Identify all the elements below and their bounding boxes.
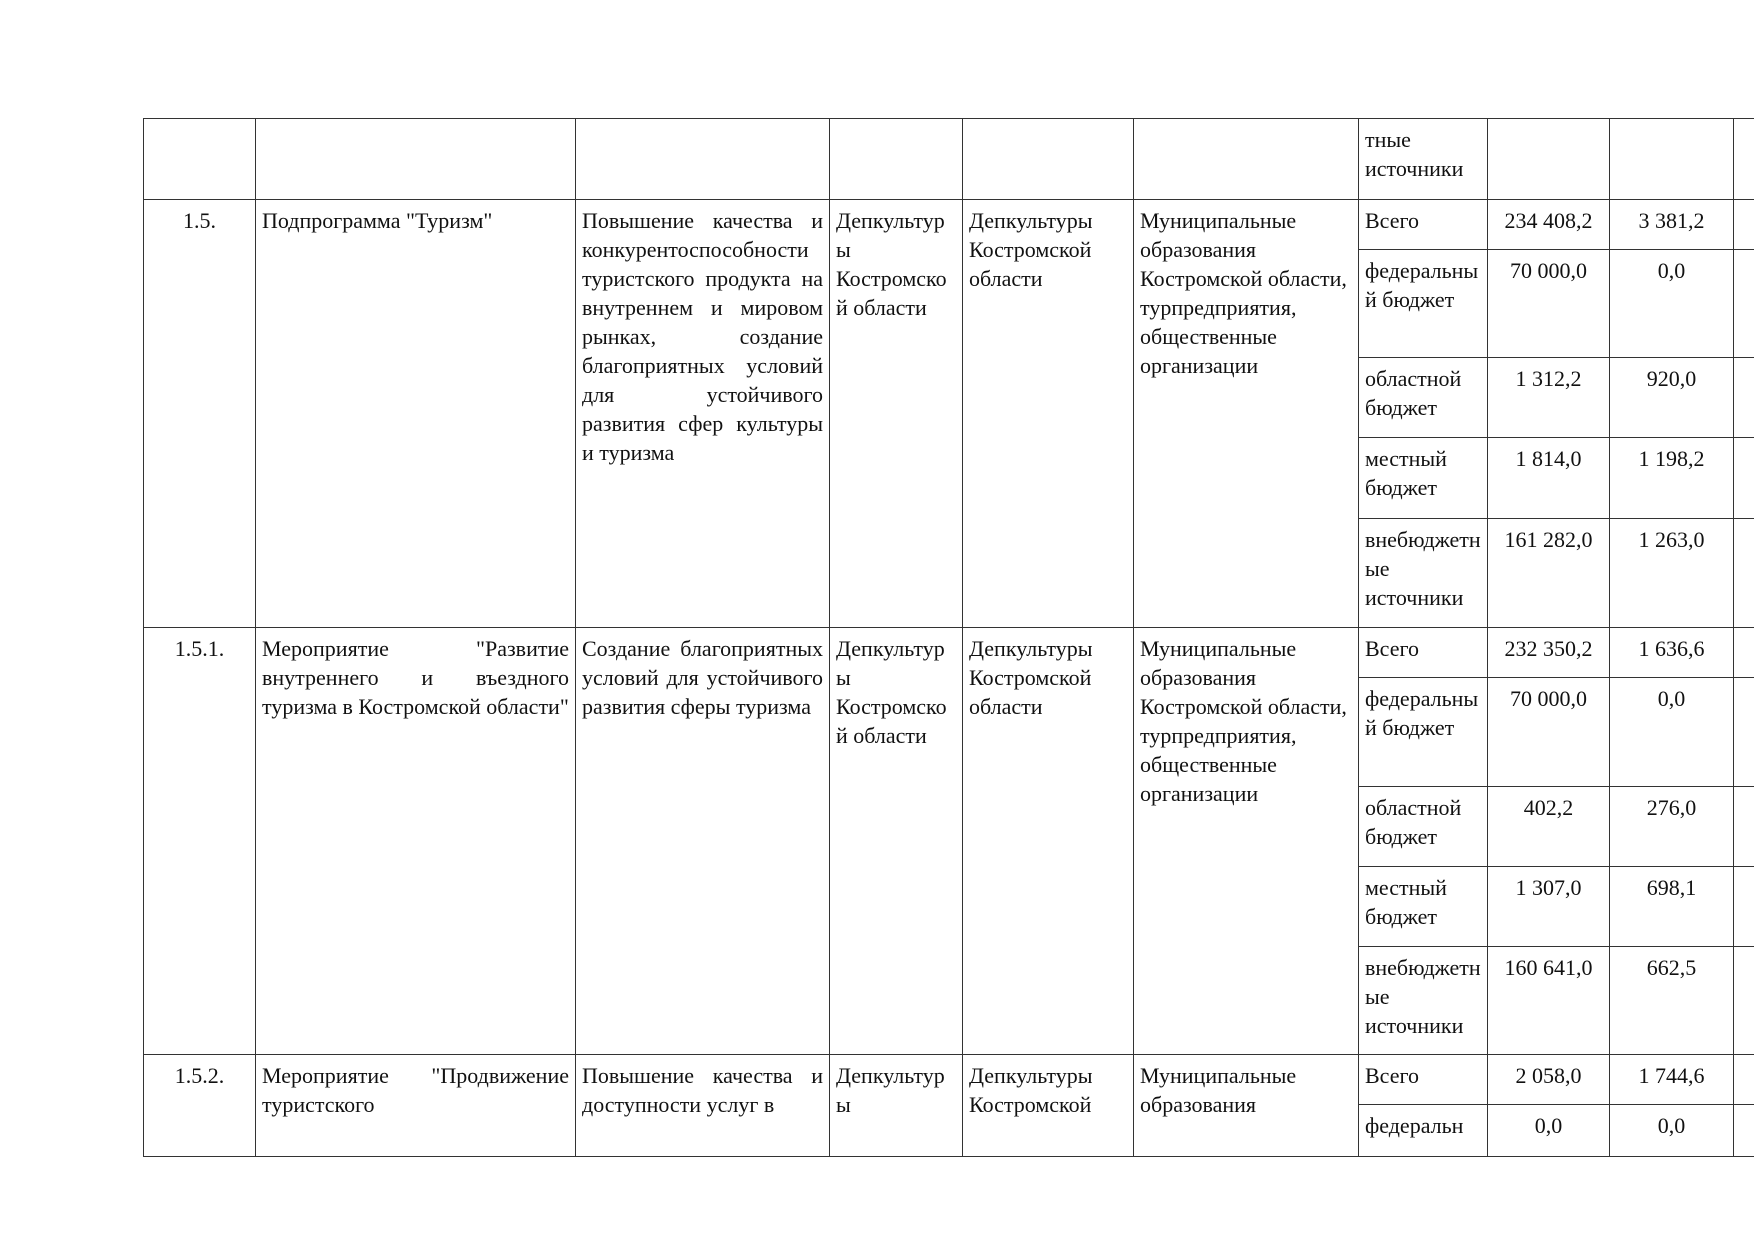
funding-total-cell: 232 350,2	[1488, 628, 1610, 678]
funding-source-cell: внебюджетные источники	[1359, 947, 1488, 1055]
table-row	[144, 628, 1754, 678]
funding-source-cell: внебюджетные источники	[1359, 519, 1488, 628]
funding-year-cell: 0,0	[1610, 1105, 1734, 1157]
source-cell: тные источники	[1359, 119, 1488, 200]
funding-source-cell: Всего	[1359, 628, 1488, 678]
funding-total-cell: 234 408,2	[1488, 200, 1610, 250]
funding-source-cell: федеральный бюджет	[1359, 678, 1488, 787]
table-row	[144, 119, 1754, 200]
funding-total-cell: 402,2	[1488, 787, 1610, 867]
funding-source-cell: местный бюджет	[1359, 867, 1488, 947]
funding-source-cell: областной бюджет	[1359, 358, 1488, 438]
funding-year-cell: 1 263,0	[1610, 519, 1734, 628]
item-name-cell: Подпрограмма "Туризм"	[256, 200, 576, 628]
item-goal-cell: Повышение качества и доступности услуг в	[576, 1055, 830, 1157]
funding-total-cell: 1 307,0	[1488, 867, 1610, 947]
funding-source-cell: местный бюджет	[1359, 438, 1488, 519]
funding-total-cell: 2 058,0	[1488, 1055, 1610, 1105]
funding-table	[143, 118, 1754, 1157]
funding-total-cell: 0,0	[1488, 1105, 1610, 1157]
funding-year-cell: 1 636,6	[1610, 628, 1734, 678]
empty-cell	[1734, 1105, 1754, 1157]
empty-cell	[1734, 787, 1754, 867]
funding-total-cell: 160 641,0	[1488, 947, 1610, 1055]
funding-total-cell: 1 814,0	[1488, 438, 1610, 519]
funding-source-cell: Всего	[1359, 200, 1488, 250]
table-row	[144, 1055, 1754, 1105]
funding-year-cell: 3 381,2	[1610, 200, 1734, 250]
funding-source-cell: федеральный бюджет	[1359, 250, 1488, 358]
funding-source-cell: федеральн	[1359, 1105, 1488, 1157]
funding-source-cell: областной бюджет	[1359, 787, 1488, 867]
empty-cell	[1734, 628, 1754, 678]
funding-year-cell: 276,0	[1610, 787, 1734, 867]
funding-year-cell: 0,0	[1610, 250, 1734, 358]
funding-total-cell: 1 312,2	[1488, 358, 1610, 438]
empty-cell	[1734, 358, 1754, 438]
funding-total-cell: 70 000,0	[1488, 678, 1610, 787]
item-name-cell: Мероприятие "Продвижение туристского	[256, 1055, 576, 1157]
executor-cell: Депкультуры Костромской области	[830, 628, 963, 1055]
participants-cell: Муниципальные образования	[1134, 1055, 1359, 1157]
participants-cell: Муниципальные образования Костромской области, турпредприятия, общественные организации	[1134, 200, 1359, 628]
funding-year-cell: 662,5	[1610, 947, 1734, 1055]
funding-total-cell: 70 000,0	[1488, 250, 1610, 358]
funding-source-cell: Всего	[1359, 1055, 1488, 1105]
item-name-cell: Мероприятие "Развитие внутреннего и въездного туризма в Костромской области"	[256, 628, 576, 1055]
coexecutor-cell: Депкультуры Костромской области	[963, 628, 1134, 1055]
funding-year-cell: 920,0	[1610, 358, 1734, 438]
executor-cell: Депкультуры Костромской области	[830, 200, 963, 628]
empty-cell	[1734, 1055, 1754, 1105]
table-row	[144, 200, 1754, 250]
empty-cell	[1734, 519, 1754, 628]
empty-cell	[1734, 200, 1754, 250]
funding-year-cell: 1 744,6	[1610, 1055, 1734, 1105]
empty-cell	[1734, 867, 1754, 947]
funding-year-cell: 1 198,2	[1610, 438, 1734, 519]
empty-cell	[1734, 250, 1754, 358]
empty-cell	[1734, 678, 1754, 787]
coexecutor-cell: Депкультуры Костромской области	[963, 200, 1134, 628]
empty-cell	[1734, 947, 1754, 1055]
row-number-cell: 1.5.	[144, 200, 256, 628]
funding-year-cell: 0,0	[1610, 678, 1734, 787]
coexecutor-cell: Депкультуры Костромской	[963, 1055, 1134, 1157]
participants-cell: Муниципальные образования Костромской области, турпредприятия, общественные организации	[1134, 628, 1359, 1055]
row-number-cell: 1.5.2.	[144, 1055, 256, 1157]
item-goal-cell: Создание благоприятных условий для устойчивого развития сферы туризма	[576, 628, 830, 1055]
item-goal-cell: Повышение качества и конкурентоспособности туристского продукта на внутреннем и мировом рынках, создание благоприятных условий для устойчивого развития сфер культуры и туризма	[576, 200, 830, 628]
row-number-cell: 1.5.1.	[144, 628, 256, 1055]
funding-year-cell: 698,1	[1610, 867, 1734, 947]
funding-total-cell: 161 282,0	[1488, 519, 1610, 628]
executor-cell: Депкультуры	[830, 1055, 963, 1157]
empty-cell	[1734, 438, 1754, 519]
